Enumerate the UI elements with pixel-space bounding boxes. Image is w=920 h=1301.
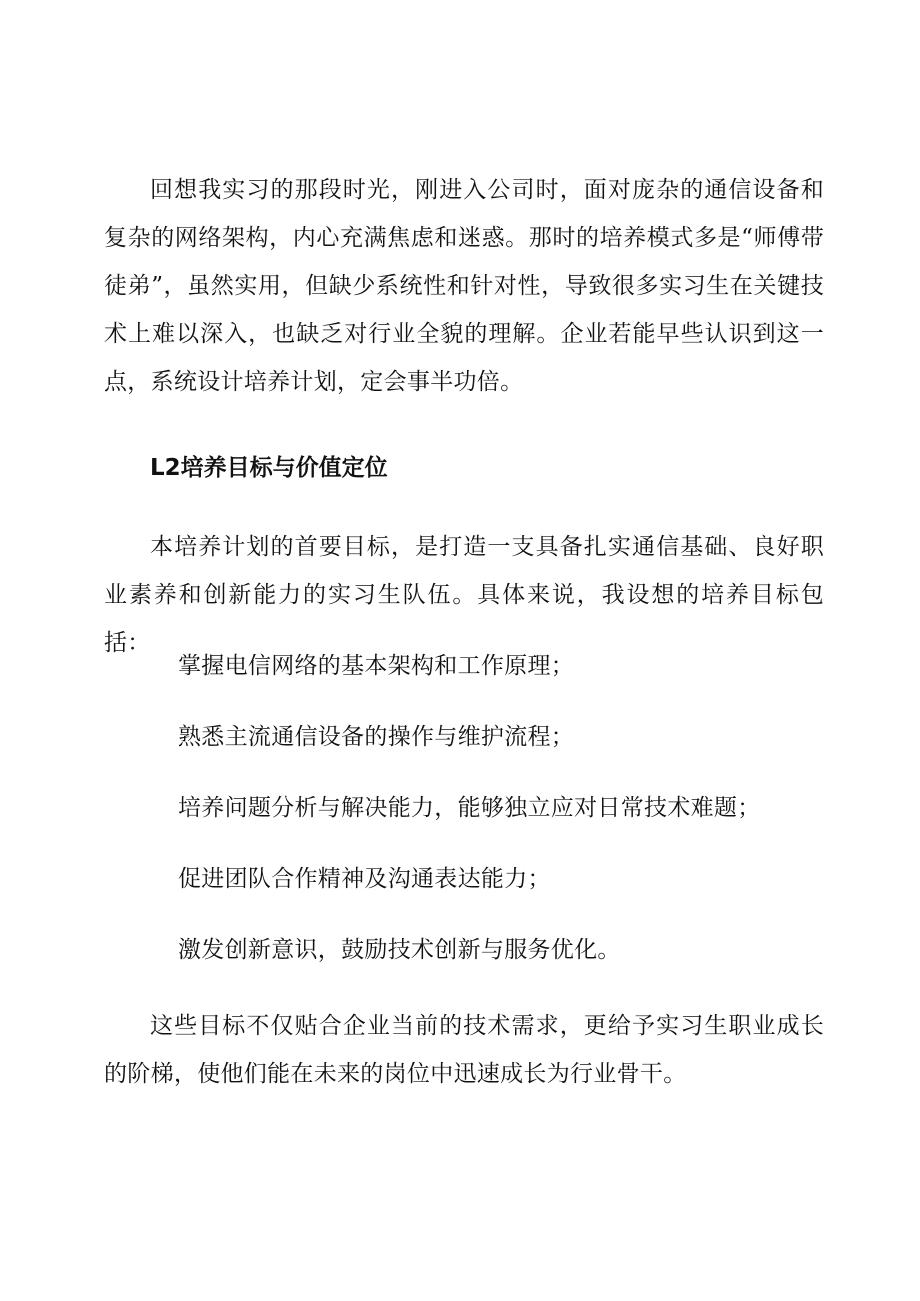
goal-item: 促进团队合作精神及沟通表达能力； [178,866,551,892]
goal-item: 熟悉主流通信设备的操作与维护流程； [178,724,575,750]
intro-paragraph: 回想我实习的那段时光，刚进入公司时，面对庞杂的通信设备和复杂的网络架构，内心充满焦虑和迷惑。那时的培养模式多是“师傅带徒弟”，虽然实用，但缺少系统性和针对性，导致很多实习生在关键技术上难以深入，也缺乏对行业全貌的理解。企业若能早些认识到这一点，系统设计培养计划，定会事半功倍。 [104,177,824,395]
goals-intro-paragraph: 本培养计划的首要目标，是打造一支具备扎实通信基础、良好职业素养和创新能力的实习生队伍。具体来说，我设想的培养目标包括： [104,534,824,656]
section-heading: L2培养目标与价值定位 [150,455,388,481]
conclusion-paragraph: 这些目标不仅贴合企业当前的技术需求，更给予实习生职业成长的阶梯，使他们能在未来的岗位中迅速成长为行业骨干。 [104,1013,824,1087]
goal-item: 培养问题分析与解决能力，能够独立应对日常技术难题； [178,795,761,821]
goal-item: 掌握电信网络的基本架构和工作原理； [178,653,575,679]
goal-item: 激发创新意识，鼓励技术创新与服务优化。 [178,937,621,963]
